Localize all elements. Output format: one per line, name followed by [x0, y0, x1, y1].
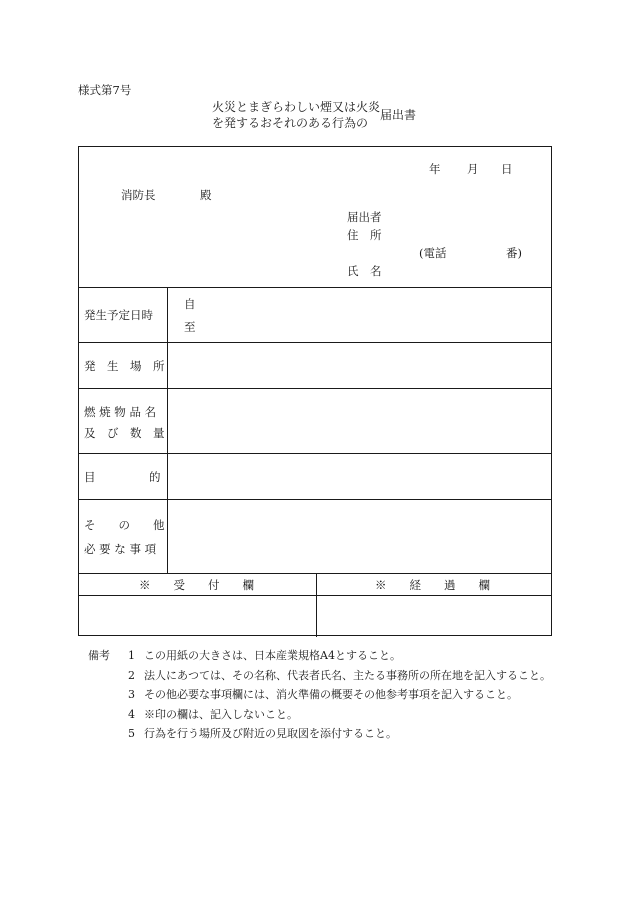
material-label-2: 及 び 数 量 [84, 426, 165, 440]
date-month: 月 [467, 162, 479, 176]
notifier-label: 届出者 [347, 210, 382, 224]
purpose-label-2: 的 [149, 470, 161, 484]
row-divider [79, 573, 551, 574]
addressee: 消防長 [121, 188, 156, 202]
date-day: 日 [501, 162, 513, 176]
footer-column-divider [316, 573, 317, 637]
row-divider [79, 595, 551, 596]
row-divider [79, 499, 551, 500]
note-item: 4 ※印の欄は、記入しないこと。 [128, 707, 298, 721]
row-divider [79, 342, 551, 343]
row-divider [79, 287, 551, 288]
row-divider [79, 388, 551, 389]
address-label: 住 所 [347, 228, 382, 242]
purpose-label-1: 目 [84, 470, 96, 484]
other-label-1: そ の 他 [84, 518, 165, 532]
from-label: 自 [184, 297, 196, 311]
date-year: 年 [429, 162, 441, 176]
phone-suffix: 番) [506, 246, 522, 260]
title-suffix: 届出書 [380, 108, 417, 122]
progress-header: ※ 経 過 欄 [375, 578, 490, 592]
notes-heading: 備考 [88, 649, 110, 662]
row-divider [79, 453, 551, 454]
name-label: 氏 名 [347, 264, 382, 278]
to-label: 至 [184, 320, 196, 334]
note-item: 3 その他必要な事項欄には、消火準備の概要その他参考事項を記入すること。 [128, 688, 518, 701]
form-number: 様式第7号 [78, 83, 132, 97]
other-label-2: 必 要 な 事 項 [84, 542, 157, 556]
notes [88, 646, 551, 744]
note-item: 備考 1 この用紙の大きさは、日本産業規格A4とすること。 [88, 646, 551, 666]
form-table [78, 146, 552, 636]
title-line-2: を発するおそれのある行為の [212, 116, 369, 130]
datetime-label: 発生予定日時 [84, 308, 153, 322]
title-line-1: 火災とまぎらわしい煙又は火炎 [212, 100, 381, 114]
label-column-divider [167, 287, 168, 573]
place-label: 発 生 場 所 [84, 359, 165, 373]
reception-header: ※ 受 付 欄 [139, 578, 254, 592]
note-item: 2 法人にあつては、その名称、代表者氏名、主たる事務所の所在地を記入すること。 [128, 668, 551, 682]
phone-label: (電話 [419, 246, 447, 260]
honorific: 殿 [200, 188, 212, 202]
note-item: 5 行為を行う場所及び附近の見取図を添付すること。 [128, 727, 397, 740]
material-label-1: 燃 焼 物 品 名 [84, 405, 157, 419]
